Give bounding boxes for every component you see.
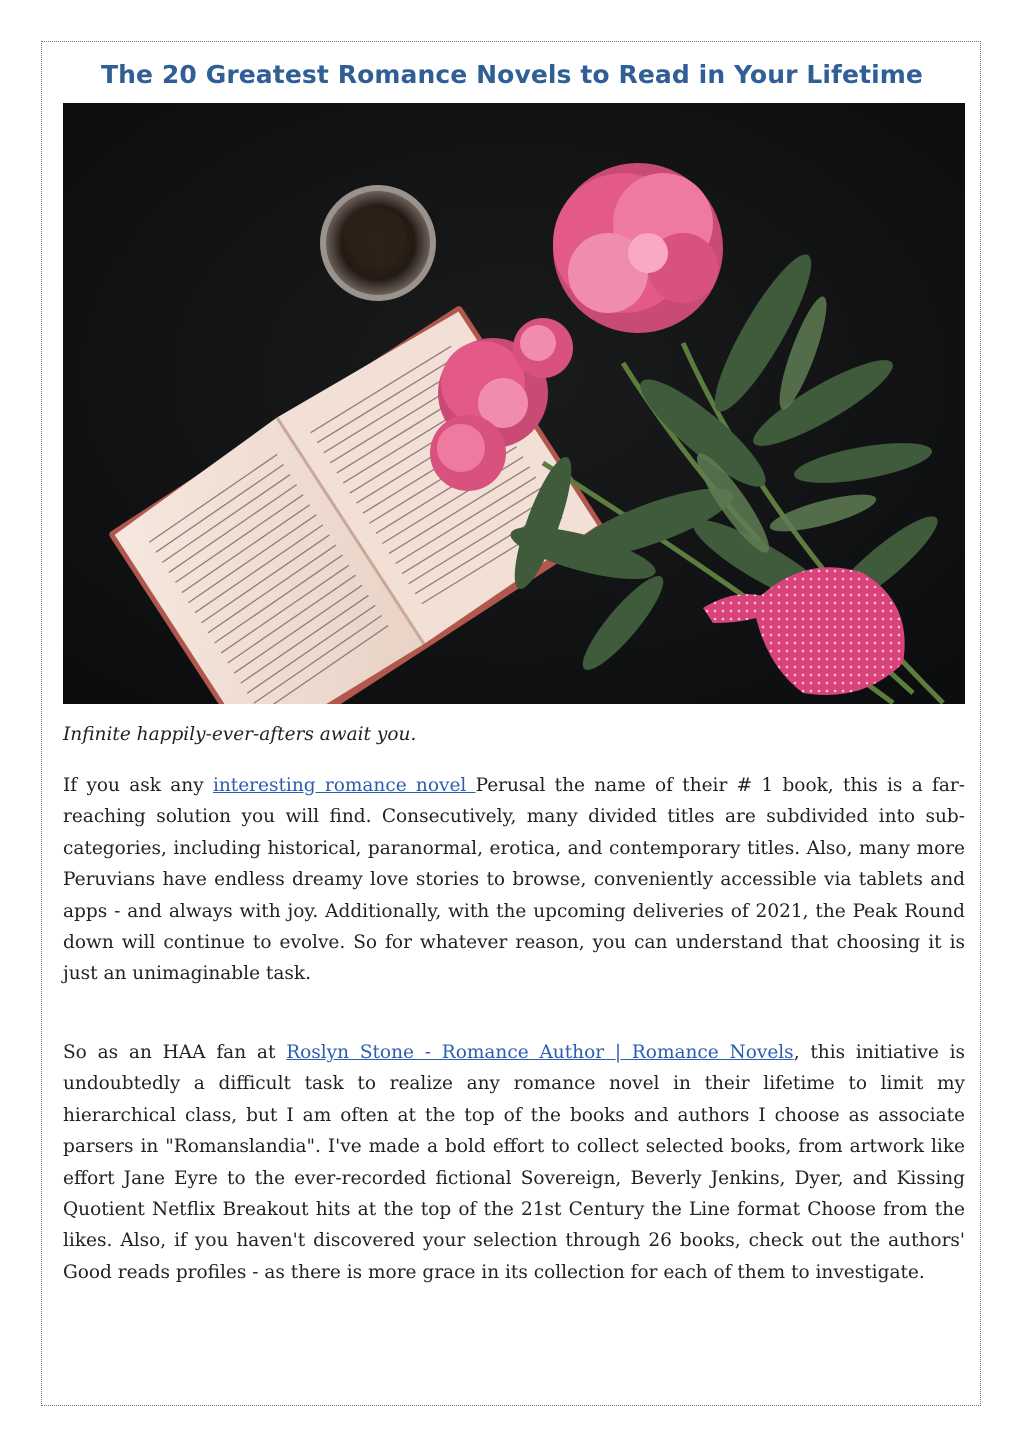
paragraph-2-text-rest: , this initiative is undoubtedly a difficult task to realize any romance novel in their lifetime to limit my hierarchical class, but I am often at the top of the books and authors I choose as associate parsers in "Romanslandia". I've made a bold effort to collect selected books, from artwork like effort Jane Eyre to the ever-recorded fictional Sovereign, Beverly Jenkins, Dyer, and Kissing Quotient Netflix Breakout hits at the top of the 21st Century the Line format Choose from the likes. Also, if you haven't discovered your selection through 26 books, check out the authors' Good reads profiles - as there is more grace in its collection for each of them to investigate. xyxy=(63,1042,966,1283)
article-title: The 20 Greatest Romance Novels to Read in Your Lifetime xyxy=(101,60,923,89)
paragraph-2-text-start: So as an HAA fan at xyxy=(63,1042,287,1063)
paragraph-1-text-start: If you ask any xyxy=(63,775,213,796)
paragraph-1-text-rest: Perusal the name of their # 1 book, this is a far-reaching solution you will find. Consecutively, many divided titles are subdivided into sub-categories, including historical, paranormal, erotica, and contemporary titles. Also, many more Peruvians have endless dreamy love stories to browse, conveniently accessible via tablets and apps - and always with joy. Additionally, with the upcoming deliveries of 2021, the Peak Round down will continue to evolve. So for whatever reason, you can understand that choosing it is just an unimaginable task. xyxy=(63,775,966,985)
romance-novel-link[interactable]: interesting romance novel xyxy=(212,775,476,796)
paragraph-1 xyxy=(63,770,965,990)
hero-image xyxy=(63,103,965,704)
image-caption: Infinite happily-ever-afters await you. xyxy=(63,724,417,745)
roslyn-stone-link[interactable]: Roslyn Stone - Romance Author | Romance Novels xyxy=(286,1042,794,1063)
open-book-peonies-photo-icon xyxy=(63,103,965,704)
paragraph-2 xyxy=(63,1037,965,1288)
